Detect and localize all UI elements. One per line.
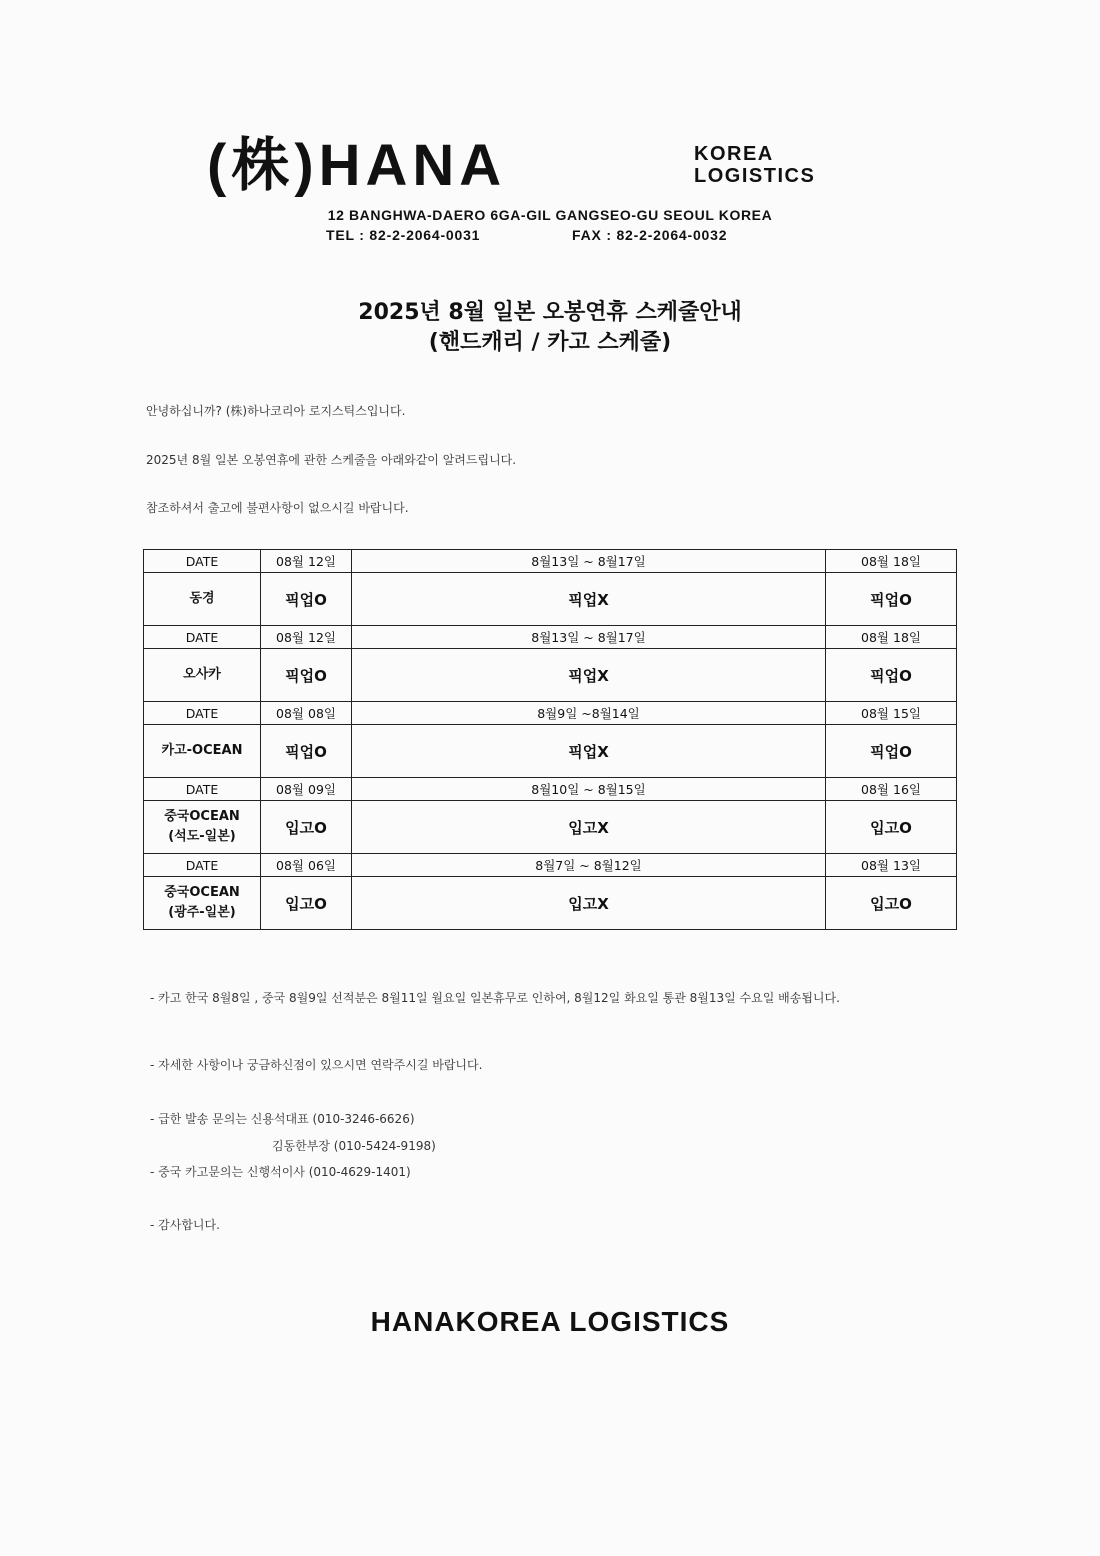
fax-number: FAX : 82-2-2064-0032	[572, 227, 728, 243]
title-line2: (핸드캐리 / 카고 스케줄)	[428, 330, 672, 355]
status-cell: 픽업O	[826, 573, 957, 626]
logo-subtitle-line1: KOREA	[694, 143, 774, 165]
status-cell: 입고O	[261, 801, 352, 854]
region-label: 카고-OCEAN	[161, 743, 243, 758]
date-cell: 08월 08일	[261, 702, 352, 725]
schedule-status-row	[144, 877, 957, 930]
logo-wordmark: (株)HANA	[207, 133, 507, 198]
date-cell: 8월9일 ~8월14일	[352, 702, 826, 725]
status-cell: 픽업X	[352, 725, 826, 778]
notice-text: 2025년 8월 일본 오봉연휴에 관한 스케줄을 아래와같이 알려드립니다.	[146, 453, 517, 467]
status-cell: 입고X	[352, 801, 826, 854]
region-label: (광주-일본)	[168, 905, 236, 920]
date-cell: 08월 18일	[826, 626, 957, 649]
status-cell: 입고O	[261, 877, 352, 930]
title-line1: 2025년 8월 일본 오봉연휴 스케줄안내	[358, 300, 742, 325]
region-label: 동경	[189, 591, 215, 606]
schedule-status-row	[144, 725, 957, 778]
status-cell: 픽업O	[261, 725, 352, 778]
schedule-date-row	[144, 626, 957, 649]
schedule-status-row	[144, 801, 957, 854]
status-cell: 픽업O	[261, 649, 352, 702]
date-cell: 08월 12일	[261, 626, 352, 649]
status-cell: 픽업O	[261, 573, 352, 626]
status-cell: 픽업X	[352, 573, 826, 626]
date-cell: 08월 16일	[826, 778, 957, 801]
date-label-cell: DATE	[144, 778, 261, 801]
date-label-cell: DATE	[144, 626, 261, 649]
schedule-date-row	[144, 854, 957, 877]
date-cell: 8월7일 ~ 8월12일	[352, 854, 826, 877]
holiday-schedule-table	[143, 549, 957, 930]
region-cell	[144, 649, 261, 702]
urgent-contact-line-2: 김동한부장 (010-5424-9198)	[272, 1139, 436, 1153]
region-cell	[144, 725, 261, 778]
contact-request-note: - 자세한 사항이나 궁금하신점이 있으시면 연락주시길 바랍니다.	[150, 1058, 483, 1072]
logo-subtitle-line2: LOGISTICS	[694, 165, 816, 187]
schedule-date-row	[144, 778, 957, 801]
date-cell: 08월 15일	[826, 702, 957, 725]
date-cell: 08월 18일	[826, 550, 957, 573]
company-logo	[0, 135, 1100, 197]
date-cell: 08월 12일	[261, 550, 352, 573]
date-cell: 08월 09일	[261, 778, 352, 801]
status-cell: 입고O	[826, 877, 957, 930]
schedule-date-row	[144, 702, 957, 725]
region-label: 중국OCEAN	[164, 809, 240, 824]
schedule-status-row	[144, 649, 957, 702]
date-cell: 08월 13일	[826, 854, 957, 877]
region-label: (석도-일본)	[168, 829, 236, 844]
status-cell: 픽업O	[826, 725, 957, 778]
schedule-date-row	[144, 550, 957, 573]
company-address: 12 BANGHWA-DAERO 6GA-GIL GANGSEO-GU SEOUL KOREA	[327, 207, 773, 223]
status-cell: 입고X	[352, 877, 826, 930]
region-cell	[144, 573, 261, 626]
thanks-text: - 감사합니다.	[150, 1218, 220, 1232]
region-label: 오사카	[183, 667, 221, 682]
greeting-text: 안녕하십니까? (株)하나코리아 로지스틱스입니다.	[146, 404, 406, 418]
status-cell: 입고O	[826, 801, 957, 854]
region-label: 중국OCEAN	[164, 885, 240, 900]
date-label-cell: DATE	[144, 702, 261, 725]
document-title	[0, 298, 1100, 358]
telephone-number: TEL : 82-2-2064-0031	[326, 227, 481, 243]
schedule-status-row	[144, 573, 957, 626]
status-cell: 픽업X	[352, 649, 826, 702]
date-label-cell: DATE	[144, 854, 261, 877]
china-cargo-contact: - 중국 카고문의는 신행석이사 (010-4629-1401)	[150, 1165, 411, 1179]
date-label-cell: DATE	[144, 550, 261, 573]
footer-brand: HANAKOREA LOGISTICS	[370, 1306, 730, 1337]
date-cell: 8월10일 ~ 8월15일	[352, 778, 826, 801]
region-cell	[144, 877, 261, 930]
date-cell: 8월13일 ~ 8월17일	[352, 550, 826, 573]
status-cell: 픽업O	[826, 649, 957, 702]
logo-subtitle	[694, 143, 815, 187]
date-cell: 8월13일 ~ 8월17일	[352, 626, 826, 649]
cargo-delivery-note: - 카고 한국 8월8일 , 중국 8월9일 선적분은 8월11일 월요일 일본휴무로 인하여, 8월12일 화요일 통관 8월13일 수요일 배송됩니다.	[150, 991, 840, 1005]
urgent-contact-line: - 급한 발송 문의는 신용석대표 (010-3246-6626)	[150, 1112, 415, 1126]
request-text: 참조하셔서 출고에 불편사항이 없으시길 바랍니다.	[146, 501, 409, 515]
region-cell	[144, 801, 261, 854]
date-cell: 08월 06일	[261, 854, 352, 877]
